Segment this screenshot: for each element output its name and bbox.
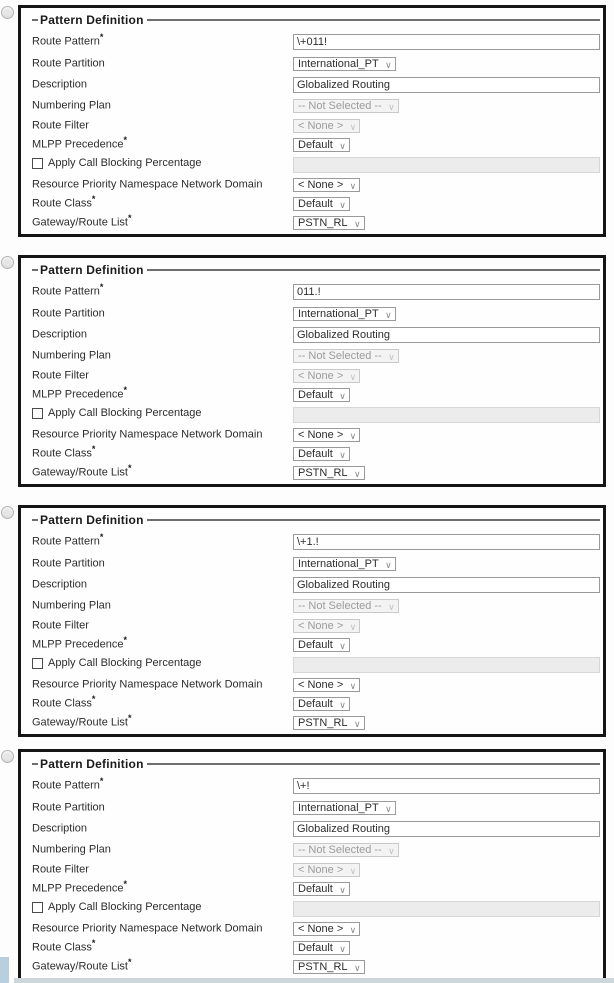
route-partition-row bbox=[32, 304, 600, 320]
call-blocking-row bbox=[32, 899, 600, 915]
call-blocking-labelarea bbox=[32, 657, 293, 669]
legend-rule-left bbox=[32, 519, 38, 521]
call-blocking-row bbox=[32, 405, 600, 421]
resource-priority-row bbox=[32, 175, 600, 191]
legend-rule-right bbox=[147, 269, 600, 271]
resource-priority-namespace-select[interactable]: < None > ∨ bbox=[293, 428, 360, 442]
description-row bbox=[32, 75, 600, 91]
description-label: Description bbox=[32, 822, 88, 835]
route-pattern-label: Route Pattern* bbox=[32, 282, 104, 298]
numbering-plan-select: -- Not Selected -- ∨ bbox=[293, 99, 399, 113]
route-partition-row bbox=[32, 54, 600, 70]
pattern-definition-fieldset bbox=[18, 505, 606, 737]
description-input[interactable] bbox=[293, 821, 600, 837]
numbering-plan-select: -- Not Selected -- ∨ bbox=[293, 843, 399, 857]
description-row bbox=[32, 325, 600, 341]
chevron-down-icon: ∨ bbox=[349, 622, 357, 632]
chevron-down-icon: ∨ bbox=[385, 310, 392, 320]
numbering-plan-label: Numbering Plan bbox=[32, 843, 111, 856]
chevron-down-icon: ∨ bbox=[349, 681, 357, 691]
route-filter-label: Route Filter bbox=[32, 119, 89, 132]
description-input[interactable] bbox=[293, 577, 600, 593]
chevron-down-icon: ∨ bbox=[388, 602, 395, 612]
route-pattern-input[interactable] bbox=[293, 284, 600, 300]
resource-priority-namespace-select[interactable]: < None > ∨ bbox=[293, 678, 360, 692]
pattern-definition-panel bbox=[1, 255, 614, 487]
resource-priority-label: Resource Priority Namespace Network Domain bbox=[32, 178, 263, 191]
pattern-definition-header bbox=[32, 512, 600, 527]
route-class-label: Route Class* bbox=[32, 444, 96, 460]
chevron-down-icon: ∨ bbox=[385, 804, 392, 814]
gateway-route-list-row bbox=[32, 957, 600, 973]
call-blocking-percentage-input bbox=[293, 407, 600, 423]
route-filter-select: < None > ∨ bbox=[293, 119, 360, 133]
chevron-down-icon: ∨ bbox=[339, 641, 346, 651]
resource-priority-namespace-select[interactable]: < None > ∨ bbox=[293, 922, 360, 936]
chevron-down-icon: ∨ bbox=[353, 469, 361, 479]
route-partition-label: Route Partition bbox=[32, 307, 105, 320]
chevron-down-icon: ∨ bbox=[349, 372, 357, 382]
apply-call-blocking-checkbox[interactable] bbox=[32, 408, 43, 419]
route-pattern-row bbox=[32, 532, 600, 548]
pattern-definition-panel bbox=[1, 505, 614, 737]
chevron-down-icon: ∨ bbox=[349, 181, 357, 191]
numbering-plan-select: -- Not Selected -- ∨ bbox=[293, 599, 399, 613]
route-pattern-row bbox=[32, 282, 600, 298]
chevron-down-icon: ∨ bbox=[339, 200, 346, 210]
resource-priority-label: Resource Priority Namespace Network Domain bbox=[32, 678, 263, 691]
chevron-down-icon: ∨ bbox=[388, 352, 395, 362]
route-class-label: Route Class* bbox=[32, 194, 96, 210]
route-pattern-label: Route Pattern* bbox=[32, 32, 104, 48]
mlpp-precedence-row bbox=[32, 135, 600, 151]
mlpp-precedence-select[interactable]: Default ∨ bbox=[293, 388, 350, 402]
route-filter-select: < None > ∨ bbox=[293, 619, 360, 633]
chevron-down-icon: ∨ bbox=[388, 102, 395, 112]
chevron-down-icon: ∨ bbox=[339, 885, 346, 895]
route-pattern-input[interactable] bbox=[293, 778, 600, 794]
call-blocking-labelarea bbox=[32, 157, 293, 169]
route-filter-label: Route Filter bbox=[32, 369, 89, 382]
route-class-row bbox=[32, 694, 600, 710]
route-class-row bbox=[32, 194, 600, 210]
pattern-definition-legend: Pattern Definition bbox=[40, 756, 144, 771]
route-partition-select[interactable]: International_PT ∨ bbox=[293, 557, 396, 571]
mlpp-precedence-select[interactable]: Default ∨ bbox=[293, 882, 350, 896]
description-label: Description bbox=[32, 328, 88, 341]
chevron-down-icon: ∨ bbox=[339, 450, 346, 460]
numbering-plan-row bbox=[32, 346, 600, 362]
pattern-definition-panel bbox=[1, 749, 614, 981]
mlpp-precedence-select[interactable]: Default ∨ bbox=[293, 638, 350, 652]
gateway-route-list-row bbox=[32, 713, 600, 729]
chevron-down-icon: ∨ bbox=[339, 391, 346, 401]
chevron-down-icon: ∨ bbox=[349, 925, 357, 935]
chevron-down-icon: ∨ bbox=[339, 141, 346, 151]
route-class-label: Route Class* bbox=[32, 694, 96, 710]
chevron-down-icon: ∨ bbox=[349, 122, 357, 132]
chevron-down-icon: ∨ bbox=[339, 944, 346, 954]
description-row bbox=[32, 575, 600, 591]
call-blocking-row bbox=[32, 655, 600, 671]
gateway-route-list-select[interactable]: PSTN_RL ∨ bbox=[293, 466, 365, 480]
pattern-definition-fieldset bbox=[18, 749, 606, 981]
mlpp-precedence-row bbox=[32, 635, 600, 651]
gateway-route-list-label: Gateway/Route List* bbox=[32, 463, 132, 479]
route-filter-select: < None > ∨ bbox=[293, 369, 360, 383]
numbering-plan-row bbox=[32, 596, 600, 612]
route-filter-row bbox=[32, 616, 600, 632]
gateway-route-list-label: Gateway/Route List* bbox=[32, 213, 132, 229]
route-partition-row bbox=[32, 798, 600, 814]
chevron-down-icon: ∨ bbox=[349, 866, 357, 876]
mlpp-precedence-label: MLPP Precedence* bbox=[32, 635, 128, 651]
mlpp-precedence-label: MLPP Precedence* bbox=[32, 135, 128, 151]
call-blocking-percentage-input bbox=[293, 157, 600, 173]
numbering-plan-select: -- Not Selected -- ∨ bbox=[293, 349, 399, 363]
legend-rule-left bbox=[32, 19, 38, 21]
resource-priority-label: Resource Priority Namespace Network Domain bbox=[32, 922, 263, 935]
gateway-route-list-label: Gateway/Route List* bbox=[32, 713, 132, 729]
gateway-route-list-row bbox=[32, 463, 600, 479]
pattern-definition-legend: Pattern Definition bbox=[40, 262, 144, 277]
legend-rule-left bbox=[32, 269, 38, 271]
gateway-route-list-select[interactable]: PSTN_RL ∨ bbox=[293, 216, 365, 230]
resource-priority-label: Resource Priority Namespace Network Domain bbox=[32, 428, 263, 441]
route-partition-label: Route Partition bbox=[32, 557, 105, 570]
legend-rule-right bbox=[147, 19, 600, 21]
chevron-down-icon: ∨ bbox=[349, 431, 357, 441]
apply-call-blocking-label: Apply Call Blocking Percentage bbox=[48, 157, 202, 169]
chevron-down-icon: ∨ bbox=[385, 560, 392, 570]
chevron-down-icon: ∨ bbox=[353, 963, 361, 973]
route-pattern-label: Route Pattern* bbox=[32, 532, 104, 548]
route-class-select[interactable]: Default ∨ bbox=[293, 697, 350, 711]
mlpp-precedence-row bbox=[32, 385, 600, 401]
pattern-definition-header bbox=[32, 262, 600, 277]
description-row bbox=[32, 819, 600, 835]
chevron-down-icon: ∨ bbox=[353, 719, 361, 729]
apply-call-blocking-label: Apply Call Blocking Percentage bbox=[48, 407, 202, 419]
legend-rule-right bbox=[147, 763, 600, 765]
route-partition-row bbox=[32, 554, 600, 570]
pattern-definition-header bbox=[32, 12, 600, 27]
route-class-select[interactable]: Default ∨ bbox=[293, 447, 350, 461]
apply-call-blocking-label: Apply Call Blocking Percentage bbox=[48, 901, 202, 913]
legend-rule-right bbox=[147, 519, 600, 521]
description-input[interactable] bbox=[293, 327, 600, 343]
pattern-definition-fieldset bbox=[18, 255, 606, 487]
chevron-down-icon: ∨ bbox=[385, 60, 392, 70]
pattern-definition-legend: Pattern Definition bbox=[40, 512, 144, 527]
description-input[interactable] bbox=[293, 77, 600, 93]
apply-call-blocking-label: Apply Call Blocking Percentage bbox=[48, 657, 202, 669]
route-filter-label: Route Filter bbox=[32, 619, 89, 632]
route-class-row bbox=[32, 444, 600, 460]
route-partition-label: Route Partition bbox=[32, 57, 105, 70]
mlpp-precedence-select[interactable]: Default ∨ bbox=[293, 138, 350, 152]
route-pattern-input[interactable] bbox=[293, 534, 600, 550]
mlpp-precedence-row bbox=[32, 879, 600, 895]
chevron-down-icon: ∨ bbox=[353, 219, 361, 229]
description-label: Description bbox=[32, 78, 88, 91]
route-filter-row bbox=[32, 860, 600, 876]
mlpp-precedence-label: MLPP Precedence* bbox=[32, 385, 128, 401]
resource-priority-namespace-select[interactable]: < None > ∨ bbox=[293, 178, 360, 192]
mlpp-precedence-label: MLPP Precedence* bbox=[32, 879, 128, 895]
gateway-route-list-select[interactable]: PSTN_RL ∨ bbox=[293, 960, 365, 974]
call-blocking-labelarea bbox=[32, 407, 293, 419]
gateway-route-list-label: Gateway/Route List* bbox=[32, 957, 132, 973]
resource-priority-row bbox=[32, 919, 600, 935]
chevron-down-icon: ∨ bbox=[388, 846, 395, 856]
gateway-route-list-row bbox=[32, 213, 600, 229]
chevron-down-icon: ∨ bbox=[339, 700, 346, 710]
pattern-definition-fieldset bbox=[18, 5, 606, 237]
apply-call-blocking-checkbox[interactable] bbox=[32, 158, 43, 169]
resource-priority-row bbox=[32, 675, 600, 691]
pattern-definition-legend: Pattern Definition bbox=[40, 12, 144, 27]
route-class-select[interactable]: Default ∨ bbox=[293, 941, 350, 955]
route-partition-label: Route Partition bbox=[32, 801, 105, 814]
resource-priority-row bbox=[32, 425, 600, 441]
legend-rule-left bbox=[32, 763, 38, 765]
numbering-plan-label: Numbering Plan bbox=[32, 99, 111, 112]
numbering-plan-row bbox=[32, 840, 600, 856]
description-label: Description bbox=[32, 578, 88, 591]
window-edge-artifact-bottom bbox=[14, 978, 614, 983]
gateway-route-list-select[interactable]: PSTN_RL ∨ bbox=[293, 716, 365, 730]
call-blocking-percentage-input bbox=[293, 901, 600, 917]
radio-button[interactable] bbox=[1, 750, 14, 763]
numbering-plan-label: Numbering Plan bbox=[32, 599, 111, 612]
route-filter-select: < None > ∨ bbox=[293, 863, 360, 877]
apply-call-blocking-checkbox[interactable] bbox=[32, 902, 43, 913]
numbering-plan-label: Numbering Plan bbox=[32, 349, 111, 362]
route-filter-row bbox=[32, 366, 600, 382]
route-filter-label: Route Filter bbox=[32, 863, 89, 876]
route-pattern-row bbox=[32, 776, 600, 792]
radio-button[interactable] bbox=[1, 256, 14, 269]
route-partition-select[interactable]: International_PT ∨ bbox=[293, 801, 396, 815]
radio-button[interactable] bbox=[1, 506, 14, 519]
route-pattern-row bbox=[32, 32, 600, 48]
call-blocking-row bbox=[32, 155, 600, 171]
route-filter-row bbox=[32, 116, 600, 132]
route-partition-select[interactable]: International_PT ∨ bbox=[293, 57, 396, 71]
call-blocking-percentage-input bbox=[293, 657, 600, 673]
window-edge-artifact-left bbox=[0, 957, 9, 983]
route-class-row bbox=[32, 938, 600, 954]
route-pattern-input[interactable] bbox=[293, 34, 600, 50]
apply-call-blocking-checkbox[interactable] bbox=[32, 658, 43, 669]
pattern-definition-panel bbox=[1, 5, 614, 237]
numbering-plan-row bbox=[32, 96, 600, 112]
route-pattern-label: Route Pattern* bbox=[32, 776, 104, 792]
pattern-definition-header bbox=[32, 756, 600, 771]
route-class-label: Route Class* bbox=[32, 938, 96, 954]
route-partition-select[interactable]: International_PT ∨ bbox=[293, 307, 396, 321]
call-blocking-labelarea bbox=[32, 901, 293, 913]
route-class-select[interactable]: Default ∨ bbox=[293, 197, 350, 211]
radio-button[interactable] bbox=[1, 6, 14, 19]
